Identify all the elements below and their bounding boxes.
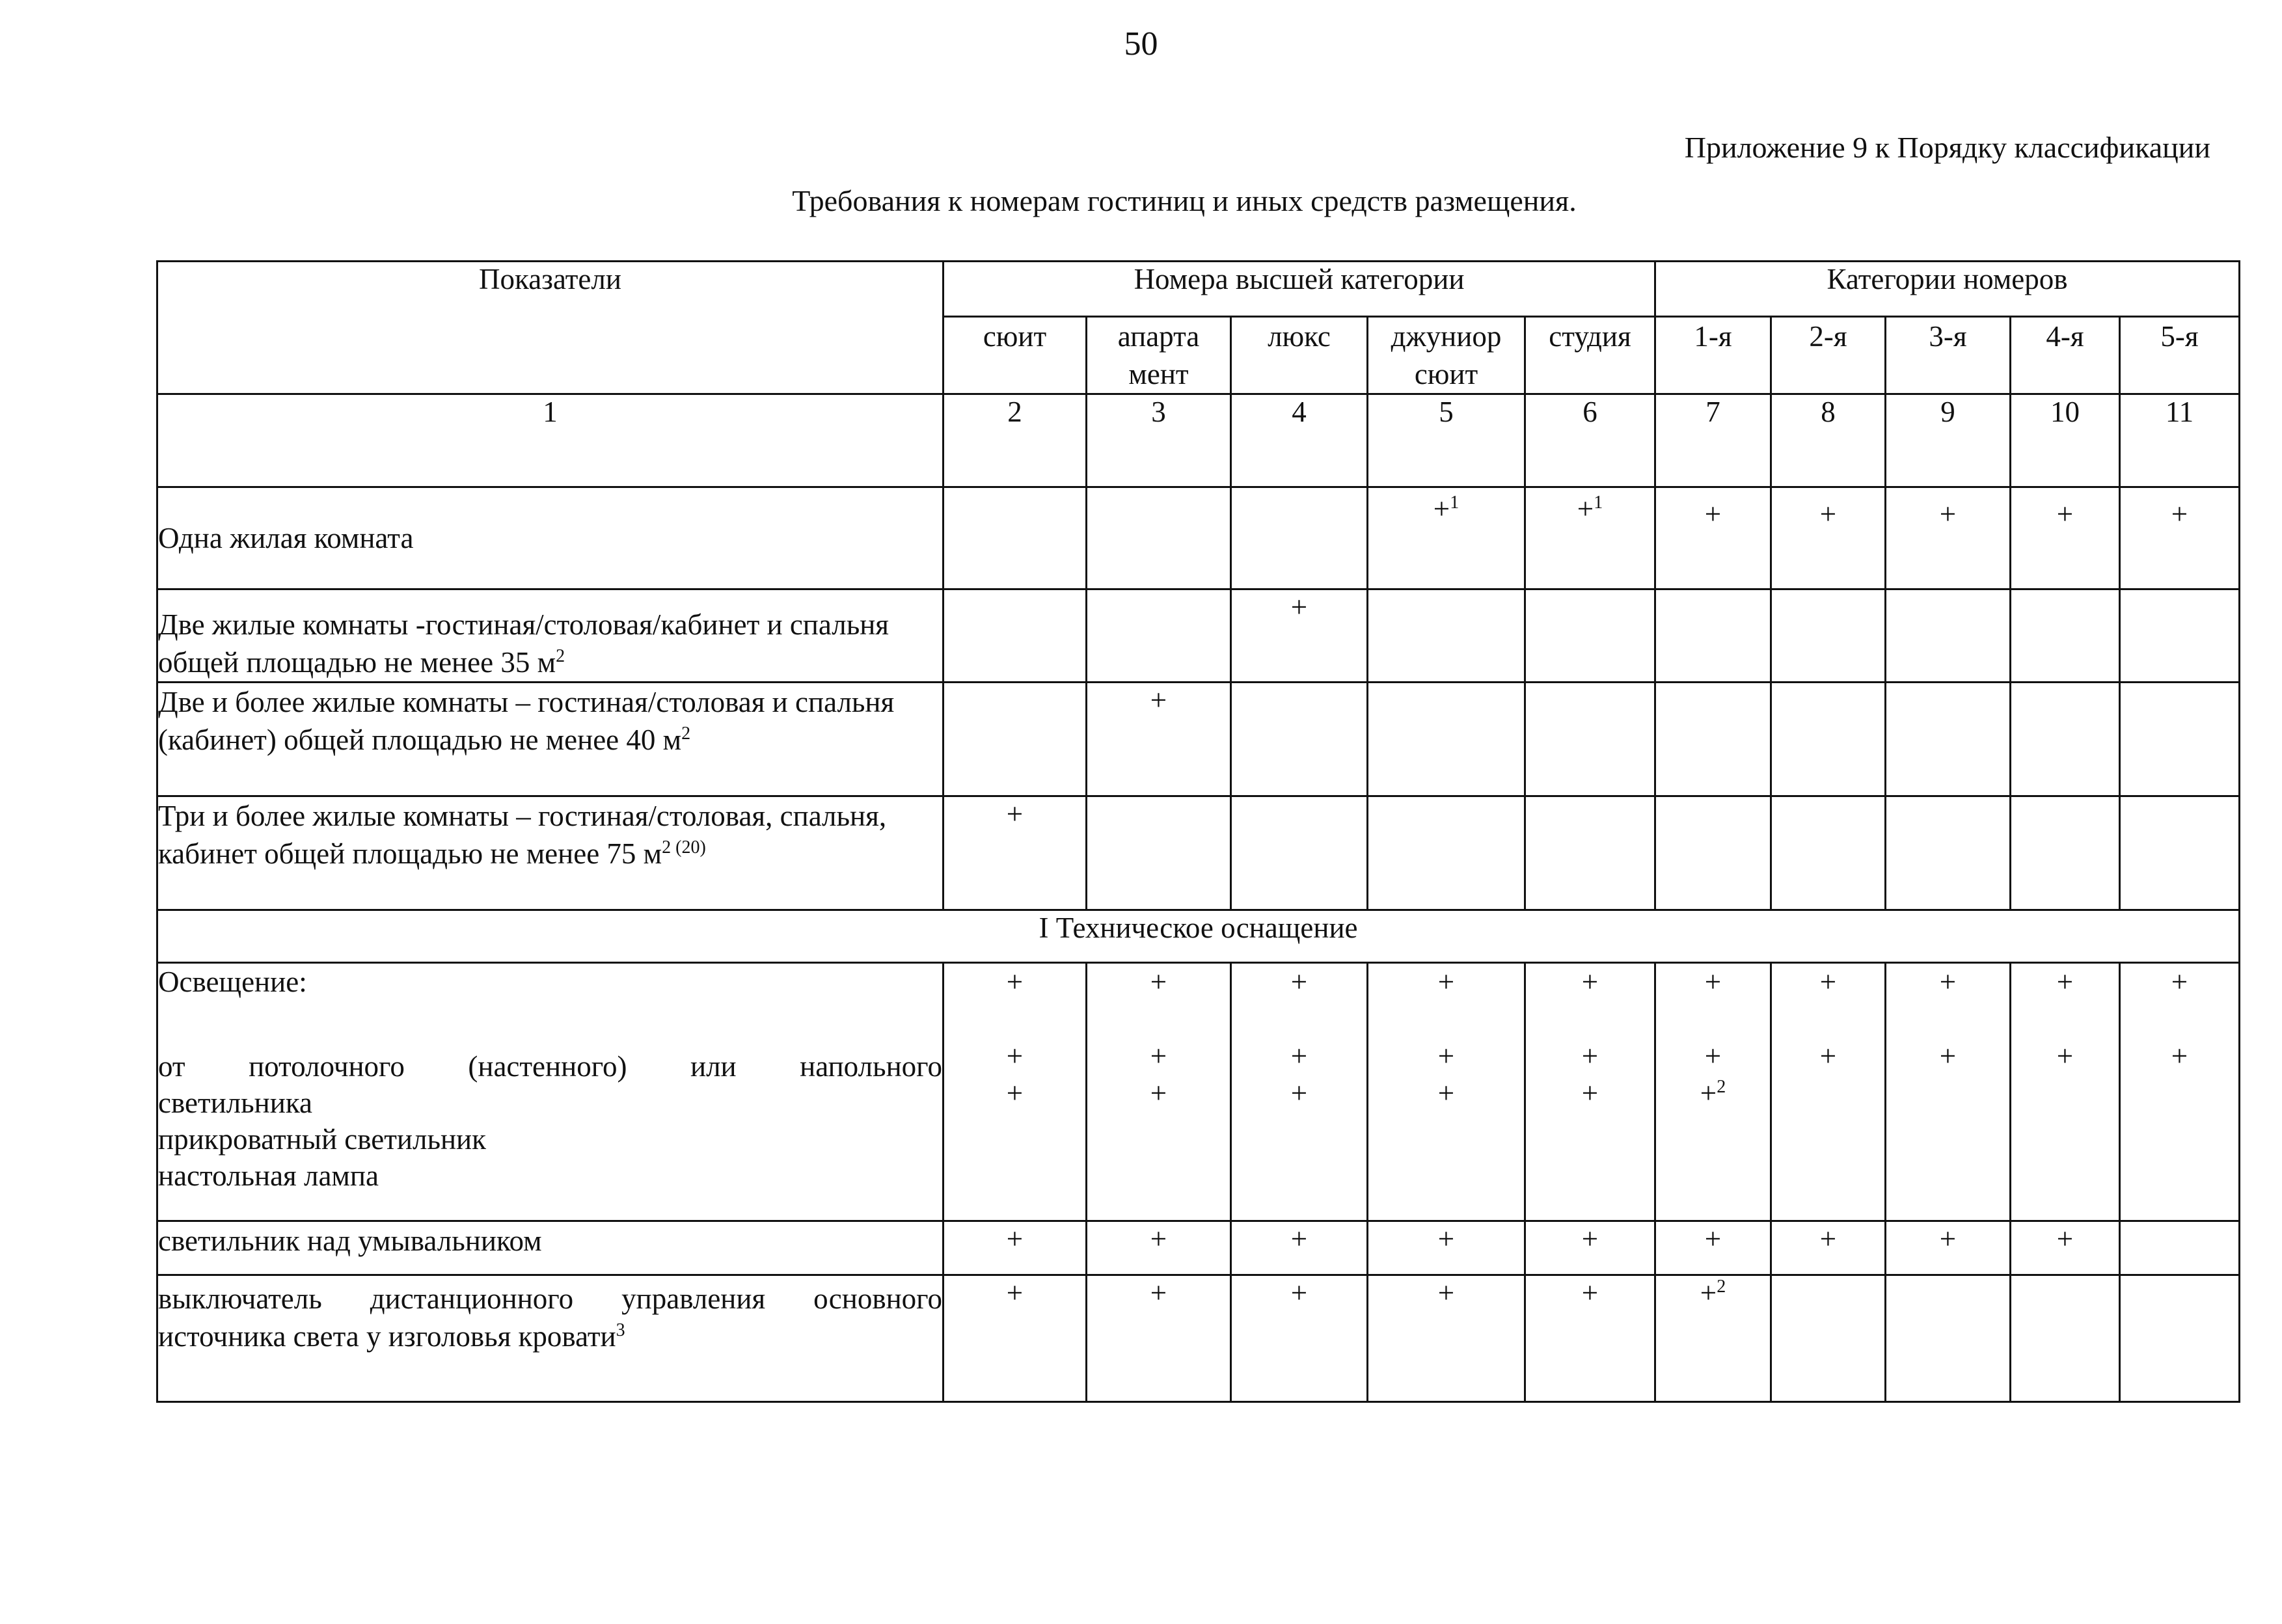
mark-cell: + (1886, 487, 2011, 589)
mark-cell: + (1368, 1275, 1525, 1402)
mark-cell: + (1087, 1221, 1231, 1275)
lighting-marks: + + + (944, 963, 1087, 1221)
mark-cell: + (2120, 487, 2240, 589)
mark-cell: + (1368, 1221, 1525, 1275)
row-label: светильник над умывальником (157, 1221, 944, 1275)
lighting-marks: + + (1771, 963, 1886, 1221)
col-number: 1 (157, 394, 944, 487)
empty-cell (944, 683, 1087, 796)
col-number: 5 (1368, 394, 1525, 487)
col-number: 8 (1771, 394, 1886, 487)
empty-cell (1886, 589, 2011, 683)
row-label: Две жилые комнаты -гостиная/столовая/кабинет и спальня общей площадью не менее 35 $м^2$ (157, 589, 944, 683)
row-label: выключатель дистанционного управления основного источника света у изголовья кровати$^3$ (157, 1275, 944, 1402)
col-number: 10 (2011, 394, 2120, 487)
empty-cell (1368, 796, 1525, 910)
col-header: студия (1525, 317, 1655, 394)
empty-cell (1771, 589, 1886, 683)
lighting-marks: + + (2011, 963, 2120, 1221)
mark-cell: + (1525, 1221, 1655, 1275)
mark-cell: + (2011, 1221, 2120, 1275)
col-number: 9 (1886, 394, 2011, 487)
col-header: 5-я (2120, 317, 2240, 394)
col-header: 2-я (1771, 317, 1886, 394)
table-lamp-label: настольная лампа (158, 1159, 379, 1192)
row-remote-switch (157, 1275, 2240, 1402)
row-two-or-more-rooms (157, 683, 2240, 796)
empty-cell (1368, 589, 1525, 683)
empty-cell (944, 589, 1087, 683)
col-number: 6 (1525, 394, 1655, 487)
col-header: 3-я (1886, 317, 2011, 394)
empty-cell (2011, 1275, 2120, 1402)
empty-cell (1655, 796, 1771, 910)
empty-cell (1655, 683, 1771, 796)
mark-cell: + (1087, 1275, 1231, 1402)
mark-cell: +$^2$ (1655, 1275, 1771, 1402)
empty-cell (1231, 487, 1368, 589)
mark-cell: + (1771, 487, 1886, 589)
row-washbasin-light (157, 1221, 2240, 1275)
col-header: 1-я (1655, 317, 1771, 394)
empty-cell (1087, 487, 1231, 589)
appendix-note: Приложение 9 к Порядку классификации (1684, 131, 2210, 164)
lighting-marks: + + (2120, 963, 2240, 1221)
mark-cell: + (1771, 1221, 1886, 1275)
mark-cell: + (2011, 487, 2120, 589)
empty-cell (1771, 683, 1886, 796)
col-number: 2 (944, 394, 1087, 487)
row-two-rooms (157, 589, 2240, 683)
mark-cell: + (1655, 487, 1771, 589)
empty-cell (1525, 796, 1655, 910)
mark-cell: + (944, 796, 1087, 910)
lighting-marks: + + +$^2$ (1655, 963, 1771, 1221)
empty-cell (1886, 683, 2011, 796)
lighting-marks: + + + (1087, 963, 1231, 1221)
empty-cell (1231, 683, 1368, 796)
empty-cell (2011, 683, 2120, 796)
col-header: джуниор сюит (1368, 317, 1525, 394)
row-one-room (157, 487, 2240, 589)
mark-cell: + (1525, 1275, 1655, 1402)
mark-cell: + (1231, 1221, 1368, 1275)
col-number: 7 (1655, 394, 1771, 487)
empty-cell (1087, 589, 1231, 683)
col-header: апарта мент (1087, 317, 1231, 394)
row-three-or-more-rooms (157, 796, 2240, 910)
empty-cell (2120, 1221, 2240, 1275)
empty-cell (2120, 683, 2240, 796)
empty-cell (2120, 589, 2240, 683)
lighting-title: Освещение: (158, 966, 307, 998)
empty-cell (944, 487, 1087, 589)
empty-cell (2120, 1275, 2240, 1402)
empty-cell (1231, 796, 1368, 910)
empty-cell (1886, 796, 2011, 910)
column-number-row (157, 394, 2240, 487)
mark-cell: + (1231, 1275, 1368, 1402)
col-header: 4-я (2011, 317, 2120, 394)
empty-cell (1525, 589, 1655, 683)
empty-cell (1771, 1275, 1886, 1402)
section-heading: I Техническое оснащение (157, 910, 2240, 963)
empty-cell (1655, 589, 1771, 683)
document-title: Требования к номерам гостиниц и иных средств размещения. (792, 184, 1577, 217)
mark-cell: +$^1$ (1525, 487, 1655, 589)
empty-cell (1368, 683, 1525, 796)
col-number: 3 (1087, 394, 1231, 487)
row-label: Одна жилая комната (157, 487, 944, 589)
ceiling-light-label-cont: светильника (158, 1087, 312, 1119)
empty-cell (1525, 683, 1655, 796)
page-number: 50 (1124, 25, 1158, 62)
row-label: Три и более жилые комнаты – гостиная/столовая, спальня, кабинет общей площадью не менее 75 $м^{2 (20)}$ (157, 796, 944, 910)
col-number: 11 (2120, 394, 2240, 487)
row-label: Две и более жилые комнаты – гостиная/столовая и спальня (кабинет) общей площадью не менее 40 $м^2$ (157, 683, 944, 796)
mark-cell: + (944, 1221, 1087, 1275)
empty-cell (2120, 796, 2240, 910)
mark-cell: + (1087, 683, 1231, 796)
col-number: 4 (1231, 394, 1368, 487)
empty-cell (2011, 796, 2120, 910)
requirements-table (156, 260, 2240, 1403)
lighting-marks: + + + (1231, 963, 1368, 1221)
mark-cell: + (1231, 589, 1368, 683)
mark-cell: + (1886, 1221, 2011, 1275)
empty-cell (1771, 796, 1886, 910)
empty-cell (1886, 1275, 2011, 1402)
mark-cell: + (1655, 1221, 1771, 1275)
header-row-groups (157, 262, 2240, 317)
mark-cell: +$^1$ (1368, 487, 1525, 589)
mark-cell: + (944, 1275, 1087, 1402)
lighting-marks: + + (1886, 963, 2011, 1221)
empty-cell (1087, 796, 1231, 910)
section-row (157, 910, 2240, 963)
bedside-lamp-label: прикроватный светильник (158, 1123, 486, 1156)
lighting-marks: + + + (1368, 963, 1525, 1221)
header-room-categories: Категории номеров (1655, 262, 2240, 317)
row-lighting (157, 963, 2240, 1221)
lighting-labels (157, 963, 944, 1221)
ceiling-light-label: от потолочного (настенного) или напольного (158, 1050, 942, 1083)
header-high-category: Номера высшей категории (944, 262, 1655, 317)
col-header: люкс (1231, 317, 1368, 394)
empty-cell (2011, 589, 2120, 683)
header-indicators: Показатели (157, 262, 944, 394)
lighting-marks: + + + (1525, 963, 1655, 1221)
col-header: сюит (944, 317, 1087, 394)
